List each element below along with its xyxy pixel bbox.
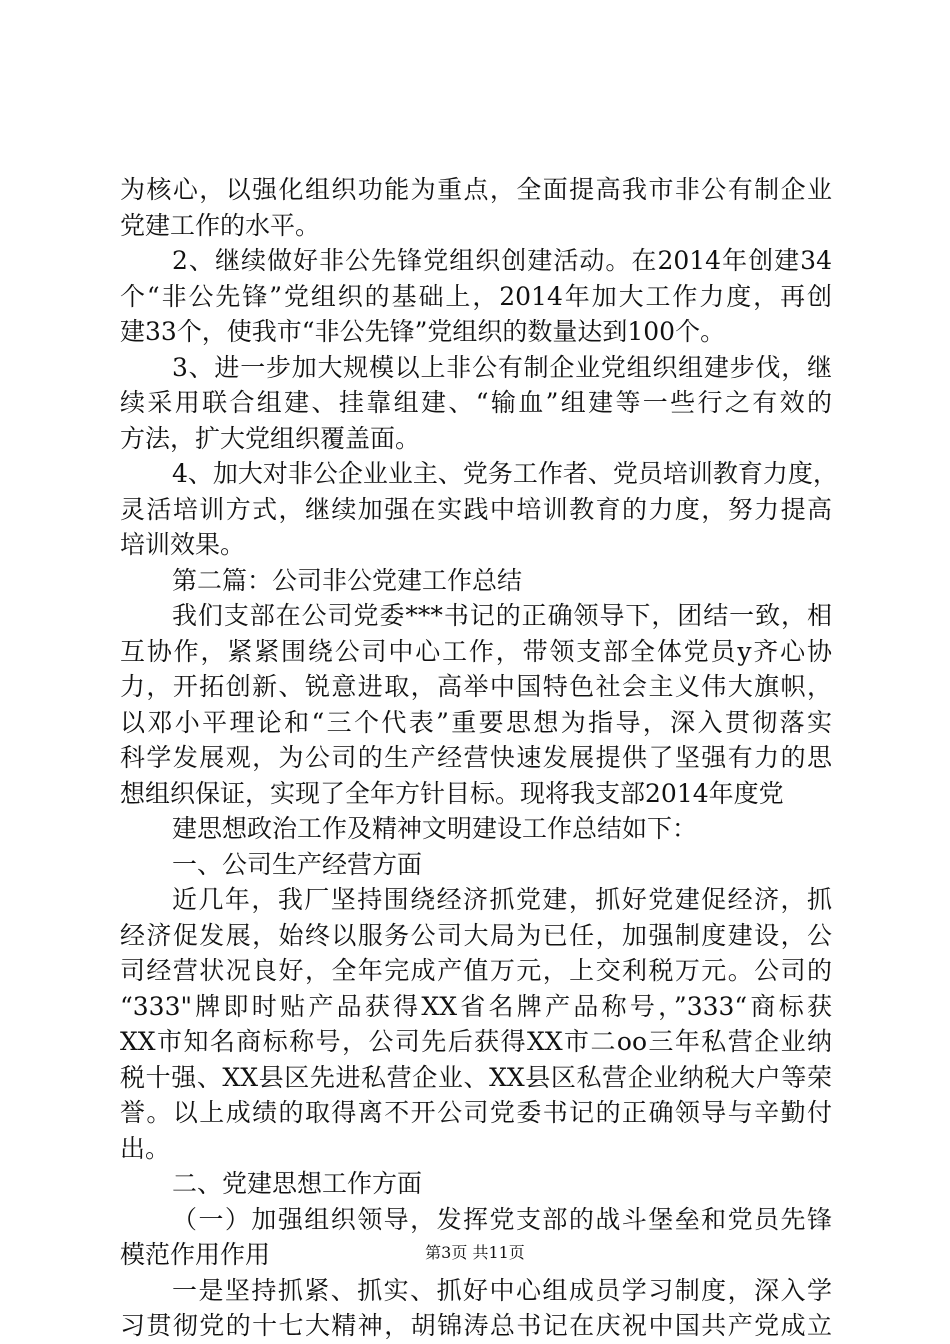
text-line: 力，开拓创新、锐意进取，高举中国特色社会主义伟大旗帜， (120, 672, 832, 701)
text-line: 续采用联合组建、挂靠组建、“输血”组建等一些行之有效的 (120, 388, 832, 417)
page-number-footer: 第3页 共11页 (425, 1243, 525, 1262)
text-line: 方法，扩大党组织覆盖面。 (120, 423, 421, 453)
section-heading: 二、党建思想工作方面 (172, 1169, 423, 1198)
text-line: 为核心，以强化组织功能为重点，全面提高我市非公有制企业 (120, 175, 832, 204)
text-line: 2、继续做好非公先锋党组织创建活动。在2014年创建34 (172, 246, 832, 275)
text-line: “333"牌即时贴产品获得XX省名牌产品称号，”333“商标获 (120, 991, 832, 1021)
text-line: 灵活培训方式，继续加强在实践中培训教育的力度，努力提高 (120, 494, 832, 524)
text-line: 誉。以上成绩的取得离不开公司党委书记的正确领导与辛勤付 (120, 1098, 832, 1127)
text-line: 模范作用作用 (120, 1240, 271, 1269)
text-line: 个“非公先锋”党组织的基础上，2014年加大工作力度，再创 (120, 281, 832, 311)
text-line: 4、加大对非公企业业主、党务工作者、党员培训教育力度， (172, 459, 838, 488)
document-body (120, 172, 838, 1344)
text-line: 建思想政治工作及精神文明建设工作总结如下： (172, 814, 698, 843)
text-line: 3、进一步加大规模以上非公有制企业党组织组建步伐，继 (172, 352, 832, 382)
text-line: 近几年，我厂坚持围绕经济抓党建，抓好党建促经济，抓 (172, 885, 832, 914)
text-line: 司经营状况良好，全年完成产值万元，上交利税万元。公司的 (120, 956, 832, 985)
text-line: 培训效果。 (120, 530, 246, 559)
text-line: 一是坚持抓紧、抓实、抓好中心组成员学习制度，深入学 (172, 1275, 832, 1305)
text-line: 习贯彻党的十七大精神，胡锦涛总书记在庆祝中国共产党成立 (120, 1311, 832, 1340)
text-line: 科学发展观，为公司的生产经营快速发展提供了坚强有力的思 (120, 743, 832, 772)
text-line: 互协作，紧紧围绕公司中心工作，带领支部全体党员y齐心协 (120, 636, 832, 666)
text-line: 建33个，使我市“非公先锋”党组织的数量达到100个。 (120, 317, 726, 346)
text-line: XX市知名商标称号，公司先后获得XX市二oo三年私营企业纳 (120, 1027, 832, 1056)
section-heading: 第二篇：公司非公党建工作总结 (172, 565, 523, 595)
text-line: 经济促发展，始终以服务公司大局为已任，加强制度建设，公 (120, 920, 832, 950)
subsection-heading: （一）加强组织领导，发挥党支部的战斗堡垒和党员先锋 (172, 1204, 832, 1234)
text-line: 税十强、XX县区先进私营企业、XX县区私营企业纳税大户等荣 (120, 1062, 832, 1092)
text-line: 以邓小平理论和“三个代表”重要思想为指导，深入贯彻落实 (120, 707, 832, 737)
text-line: 出。 (120, 1133, 171, 1163)
text-line: 党建工作的水平。 (120, 210, 321, 240)
text-line: 我们支部在公司党委***书记的正确领导下，团结一致，相 (172, 601, 832, 630)
section-heading: 一、公司生产经营方面 (172, 849, 423, 879)
text-line: 想组织保证，实现了全年方针目标。现将我支部2014年度党 (120, 778, 784, 808)
